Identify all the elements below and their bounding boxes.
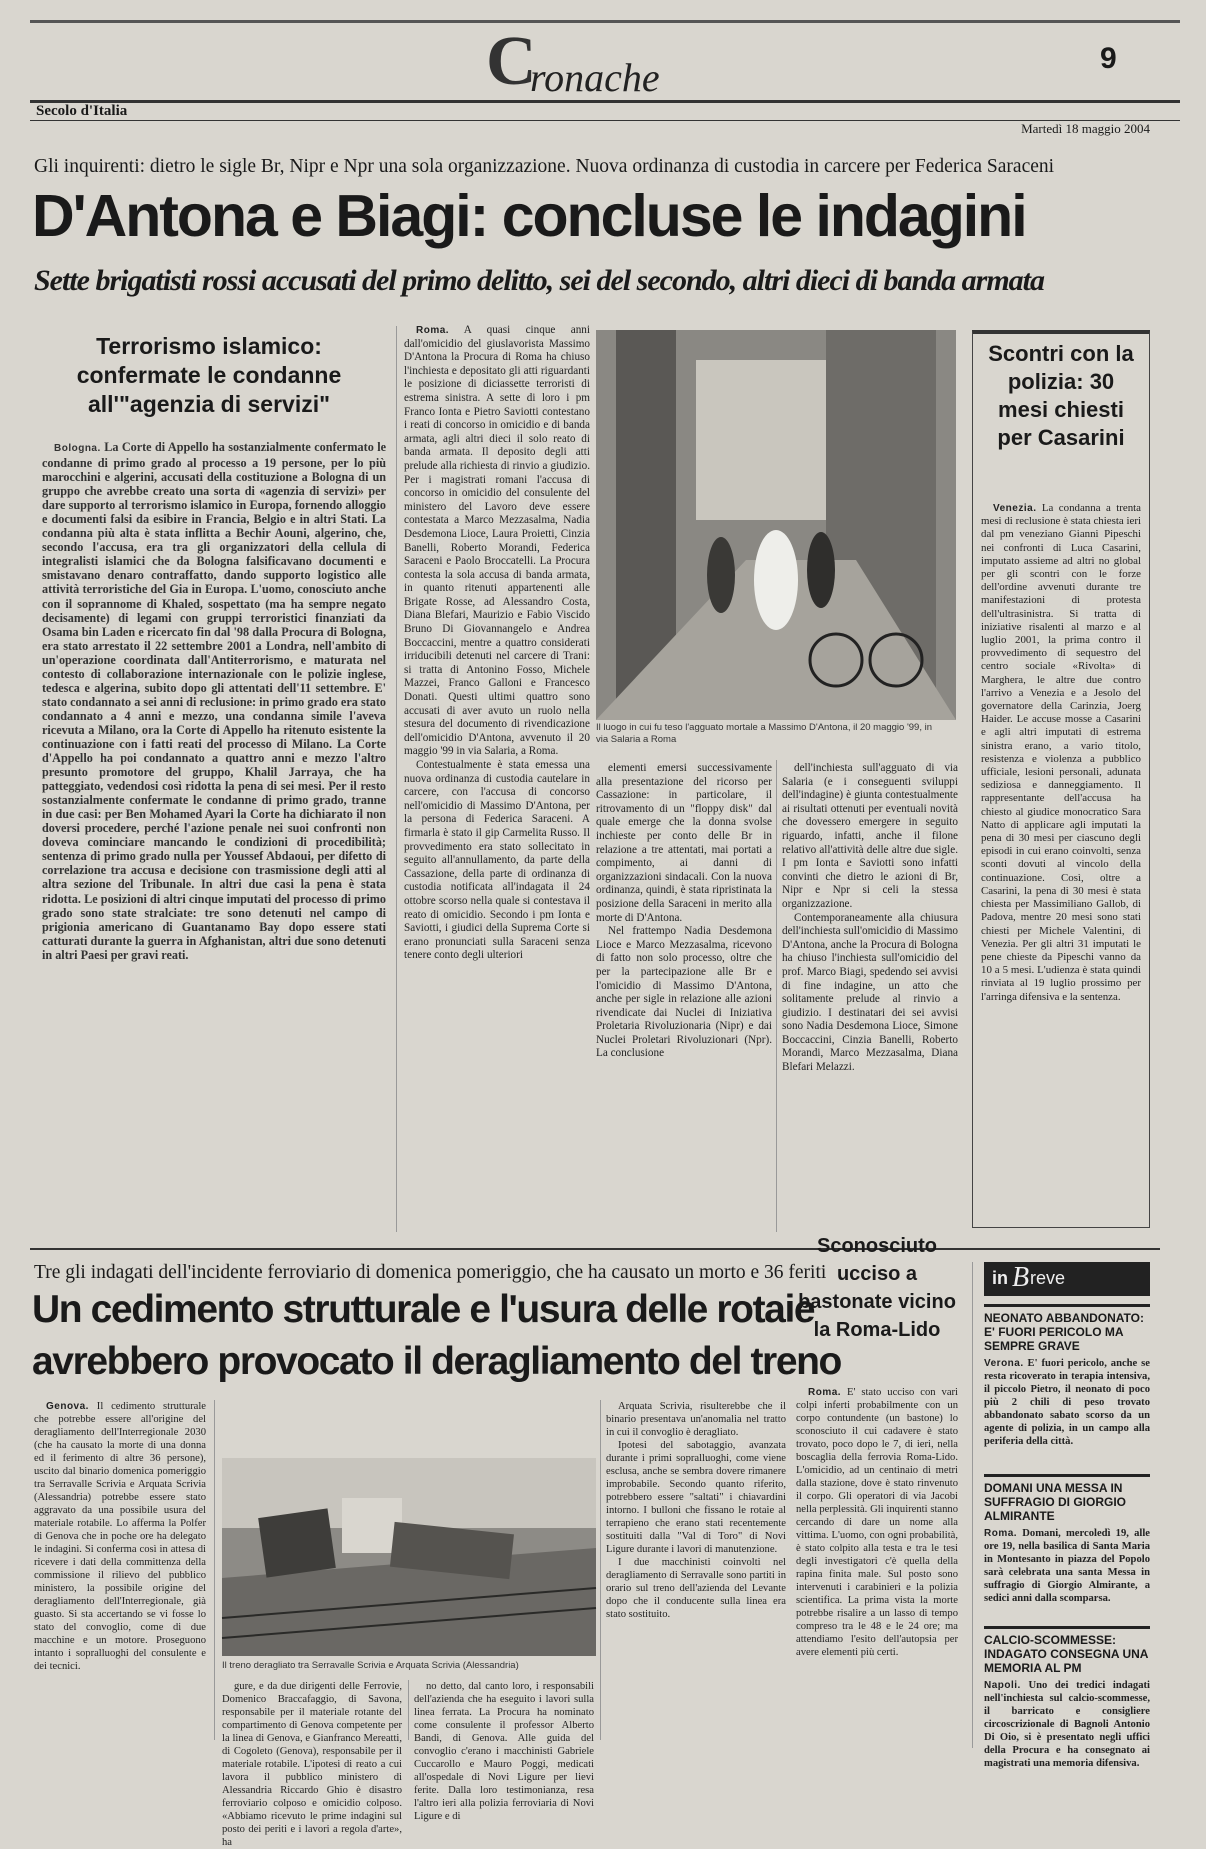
inbreve-item-place: Verona. (984, 1358, 1024, 1369)
inbreve-item (984, 1474, 1150, 1624)
casarini-place: Venezia. (993, 503, 1037, 514)
mid-article-place: Roma. (416, 325, 450, 336)
mid-article-text: A quasi cinque anni dall'omicidio del giuslavorista Massimo D'Antona la Procura di Roma ha chiuso l'inchiesta e depositato gli atti riguardanti le posizione di diciassette terroristi di estrema sinistra. A sette di loro i pm Franco Ionta e Pietro Saviotti contestano i reati di concorso in omicidio e di banda armata, agli altri dieci il solo reato di banda armata. Il deposito degli atti prelude alla richiesta di rinvio a giudizio. Per i magistrati romani l'accusa di concorso in omicidio del consulente del ministero del Lavoro deve essere contestata a Marco Mezzasalma, Nadia Desdemona Lioce, Laura Proietti, Cinzia Banelli, Roberto Morandi, Federica Saraceni e Paolo Broccatelli. La Procura contesta la sola accusa di banda armata, in quanto ritenuti appartenenti alle Brigate Rosse, ad Alessandro Costa, Diana Blefari, Maurizio e Fabio Viscido Bruno Di Giovannangelo e Andrea Boccaccini, mentre a quattro considerati irriducibili detenuti nel carcere di Trani: si tratta di Antonino Fosso, Michele Mazzei, Franco Galloni e Francesco Donati. Questi ultimi quattro sono accusati di aver avuto un ruolo nella stesura del documento di rivendicazione dell'omicidio D'Antona, avvenuto il 20 maggio '99 in via Salaria, a Roma. (404, 324, 590, 758)
paper-name: Secolo d'Italia (36, 103, 128, 119)
inbreve-item-place: Roma. (984, 1528, 1018, 1539)
train-photo-caption: Il treno deragliato tra Serravalle Scrivia e Arquata Scrivia (Alessandria) (222, 1660, 519, 1671)
top-col3-text: elementi emersi successivamente alla presentazione del ricorso per Cassazione: in particolare, il ritrovamento di un "floppy disk" dal quale emerge che la donna svolse inchieste per conto delle Br in relazione a tre attentati, mai portati a compimento, ai danni di organizzazioni sindacali. Con la nuova ordinanza, quindi, è stata ripristinata la posizione della Saraceni in merito alla morte di D'Antona. (596, 762, 772, 924)
casarini-title: Scontri con la polizia: 30 mesi chiesti per Casarini (988, 341, 1134, 450)
inbreve-logo (984, 1262, 1150, 1296)
bottom-col4-text-3: I due macchinisti coinvolti nel deragliamento di Serravalle sono partiti in orario sul treno dell'azienda del Levante dopo che il conducente sulla linea era stato sostituito. (606, 1557, 786, 1620)
bottom-col4-text: Arquata Scrivia, risulterebbe che il binario presentava un'anomalia nel tratto in cui il convoglio è deragliato. (606, 1401, 786, 1438)
top-col3-body (596, 762, 772, 1232)
top-col4-body (782, 762, 958, 1232)
bottom-col2-body (222, 1680, 402, 1848)
section-initial: C (486, 23, 537, 100)
train-photo (222, 1458, 596, 1656)
inbreve-item (984, 1304, 1150, 1468)
inbreve-logo-rest: reve (1030, 1268, 1066, 1288)
inbreve-item-place: Napoli. (984, 1680, 1021, 1691)
inbreve-item-body (984, 1357, 1150, 1448)
bottom-col1-text: Il cedimento strutturale che potrebbe essere all'origine del deragliamento dell'Interregionale 2030 (che ha causato la morte di una donna ed il ferimento di altre 36 persone), uscito dal binario domenica pomeriggio tra Serravalle Scrivia e Arquata Scrivia (Alessandria) potrebbe essere stato aggravato da una possibile usura del materiale rotabile. Lo afferma la Polfer di Genova che in poche ore ha delegato le indagini. Si conferma così in attesa di ricevere i dati della committenza della commissione il rilievo del pubblico ministero, la possibile origine del deragliamento dell'Interregionale, già guasto. Si sta accertando se vi fosse lo stato del convoglio, come di due macchine e un motore. Proseguono intanto i sopralluoghi del consulente e dei tecnici. (34, 1401, 206, 1672)
inbreve-item (984, 1626, 1150, 1769)
bottom-kicker: Tre gli indagati dell'incidente ferroviario di domenica pomeriggio, che ha causato un morto e 36 feriti (34, 1262, 827, 1283)
roma-lido-body (796, 1386, 958, 1740)
inbreve-item-text: Uno dei tredici indagati nell'inchiesta sul calcio-scommesse, il barricato e consigliere circoscrizionale di Bagnoli Antonio Di Oio, si è presentato negli uffici della Procura e ha consegnato ai magistrati una memoria difensiva. (984, 1680, 1150, 1769)
roma-lido-place: Roma. (808, 1387, 842, 1398)
left-article-place: Bologna. (54, 443, 101, 454)
issue-date: Martedì 18 maggio 2004 (1021, 121, 1150, 136)
casarini-body (981, 502, 1141, 1224)
inbreve-item-body (984, 1679, 1150, 1770)
section-title (486, 23, 746, 106)
roma-lido-heading: Sconosciuto ucciso a bastonate vicino la Roma-Lido (798, 1235, 956, 1341)
top-col4-text: dell'inchiesta sull'agguato di via Salaria (e i conseguenti sviluppi dell'indagine) è giunta contestualmente ai risultati ottenuti per eventuali novità che dovessero emergere in seguito riguardo, infatti, anche il filone relativo all'attività delle altre due sigle. I pm Ionta e Saviotti sono infatti convinti che dietro le azioni di Br, Nipr e Npr si celi la stessa organizzazione. (782, 762, 958, 910)
top-col4-text-2: Contemporaneamente alla chiusura dell'inchiesta sull'omicidio di Massimo D'Antona, anche la Procura di Bologna ha chiuso l'inchiesta sull'omicidio del prof. Marco Biagi, spedendo sei avvisi di fine indagine, un atto che solitamente prelude al rinvio a giudizio. I destinatari dei sei avvisi sono Nadia Desdemona Lioce, Simone Boccaccini, Cinzia Banelli, Roberto Morandi, Marco Mezzasalma, Diana Blefari Melazzi. (782, 911, 958, 1074)
inbreve-item-title: CALCIO-SCOMMESSE: INDAGATO CONSEGNA UNA MEMORIA AL PM (984, 1633, 1149, 1675)
casarini-text: La condanna a trenta mesi di reclusione è stata chiesta ieri dal pm veneziano Gianni Pipeschi nei confronti di Luca Casarini, imputato assieme ad altri no global per gli scontri con le forze dell'ordine avvenuti durante tre manifestazioni di protesta dell'ultrasinistra. Si tratta di iniziative risalenti al marzo e al luglio 2001, la prima contro il provvedimento di sequestro del centro sociale «Rivolta» di Marghera, le altre due contro l'arrivo a Venezia e a Jesolo del governatore della Carinzia, Joerg Haider. Le accuse mosse a Casarini e agli altri imputati di estrema sinistra erano, a vario titolo, resistenza e violenza a pubblico ufficiale, lesioni personali, adunata sediziosa e danneggiamento. Il rappresentante dell'accusa ha chiesto al giudice monocratico Sara Natto di applicare agli imputati la pena di 30 mesi per ciascuno degli episodi in cui erano coinvolti, senza sconti dovuti al vincolo della continuazione. Così, oltre a Casarini, la pena di 30 mesi è stata chiesta per Massimiliano Gallob, di Padova, mentre 20 mesi sono stati chiesti per Michele Valentini, di Venezia. Per gli altri 31 imputati le pene chieste da Pipeschi vanno da 10 a 5 mesi. L'udienza è stata quindi rinviata al 19 luglio prossimo per l'arringa difensiva e la sentenza. (981, 502, 1141, 1003)
top-col3-text-2: Nel frattempo Nadia Desdemona Lioce e Marco Mezzasalma, ricevono di fatto non solo processo, oltre che per la partecipazione alle Br e l'omicidio di Massimo D'Antona, anche per sigle in relazione alle azioni rivendicate dai Nuclei di Iniziativa Proletaria Rivoluzionaria (Nipr) e dai Nuclei Proletari Rivoluzionari (Npr). La conclusione (596, 925, 772, 1060)
left-article-title: Terrorismo islamico: confermate le condanne all'"agenzia di servizi" (76, 333, 342, 417)
page-number: 9 (1100, 42, 1117, 75)
top-kicker: Gli inquirenti: dietro le sigle Br, Nipr e Npr una sola organizzazione. Nuova ordinanza di custodia in carcere per Federica Saraceni (34, 156, 1055, 177)
train-scene-graphic (222, 1458, 596, 1656)
inbreve-item-body (984, 1527, 1150, 1605)
bottom-col1-body (34, 1400, 206, 1740)
dantona-photo (596, 330, 956, 720)
bottom-col3-text: no detto, dal canto loro, i responsabili dell'azienda che ha eseguito i lavori sulla linea ferrata. La Procura ha nominato come consulente il professor Alberto Bandi, di Genova. Alle guida del convoglio c'erano i macchinisti Gabriele Cuccarollo e Mauro Poggi, medicati all'ospedale di Novi Ligure per lievi ferite. Dalla loro testimonianza, resa l'altro ieri alla polizia ferroviaria di Novi Ligure e di (414, 1681, 594, 1822)
left-article-text: La Corte di Appello ha sostanzialmente confermato le condanne di primo grado al processo a 19 persone, per lo più marocchini e algerini, accusati della costituzione a Bologna di un gruppo che avrebbe creato una sorta di «agenzia di servizi» per dare supporto al terrorismo islamico in Europa, fornendo alloggio e documenti falsi da esibire in Francia, Belgio e in altri Stati. La condanna più alta è stata inflitta a Bechir Aouni, algerino, che, secondo l'accusa, era tra gli organizzatori della cellula di integralisti islamici che da Bologna falsificavano documenti e smistavano denaro contraffatto, dando supporto logistico alle attività terroristiche del Gia in Europa. L'uomo, conosciuto anche con il soprannome di Khaled, sospettato (ma ha sempre negato decisamente) di legami con gruppi terroristici finanziati da Osama bin Laden e ricercato fin dal '98 dalla Procura di Bologna, era stato arrestato il 22 settembre 2001 a Londra, nell'ambito di un'operazione coordinata dall'Antiterrorismo, e maturata nel contesto di collaborazione internazionale con le polizie inglese, tedesca e algerina, subito dopo gli attentati dell'11 settembre. E' stato condannato a sei anni di reclusione: in primo grado era stato condannato a 4 anni e mezzo, una condanna simile l'aveva ricevuta a Milano, ora la Corte di Appello ha ritenuto esistente la continuazione con i fatti reati del processo di Milano. La Corte d'Appello ha poi condannato a quattro anni e mezzo l'altro presunto promotore del gruppo, Khalil Jarraya, che ha patteggiato, vedendosi così ridotta la pena di sei mesi. Per il resto sostanzialmente confermate le condanne di primo grado, tranne in due casi: per Ben Mohamed Ayari la Corte ha dichiarato il non doversi procedere, perché l'azione penale nei suoi confronti non doveva cominciare mancando le condizioni di procedibilità; sentenza di primo grado nulla per Youssef Abdaoui, per difetto di correlazione tra accusa e decisione con trasmissione degli atti al altra sezione del Tribunale. In altri due casi la pena è stata ridotta. Le posizioni di altri cinque imputati del processo di primo grado sono state stralciate: tre sono detenuti nel campo di prigionia americano di Guantanamo Bay dopo essere stati catturati durante la guerra in Afghanistan, altri due sono detenuti in altri Paesi per gravi reati. (42, 440, 386, 962)
inbreve-item-text: E' fuori pericolo, anche se resta ricoverato in terapia intensiva, il piccolo Pietro, il neonato di poco più 2 chili di peso trovato abbandonato sabato scorso da un agente di polizia, in un campo alla periferia della città. (984, 1358, 1150, 1447)
casarini-box (972, 330, 1150, 1228)
inbreve-item-title: DOMANI UNA MESSA IN SUFFRAGIO DI GIORGIO ALMIRANTE (984, 1481, 1127, 1523)
left-article-body (42, 440, 386, 1220)
inbreve-item-text: Domani, mercoledì 19, alle ore 19, nella basilica di Santa Maria in Montesanto in piazza del Popolo sarà celebrata una santa Messa in suffragio di Giorgio Almirante, a sedici anni dalla scomparsa. (984, 1528, 1150, 1604)
dantona-photo-caption: Il luogo in cui fu teso l'agguato mortale a Massimo D'Antona, il 20 maggio '99, in via Salaria a Roma (596, 722, 933, 745)
bottom-place: Genova. (46, 1401, 89, 1412)
bottom-col4-text-2: Ipotesi del sabotaggio, avanzata durante i primi sopralluoghi, come viene esclusa, anche se sembra dovere rimanere improbabile. Secondo quanto riferito, potrebbero essere "saltati" i chiavardini intorno. I bulloni che fissano le rotaie al terrapieno che erano stati recentemente sostituiti dalla "Val di Toro" di Novi Ligure durante i lavori di manutenzione. (606, 1440, 786, 1555)
bottom-col2-text: gure, e da due dirigenti delle Ferrovie, Domenico Braccafaggio, di Savona, responsabile per il materiale rotante del compartimento di Genova competente per la linea di Genova, e Gianfranco Mereatti, di Cogoleto (Genova), responsabile per il materiale rotabile. L'ipotesi di reato a cui lavora il pubblico ministero di Alessandria Riccardo Ghio è disastro ferroviario colposo e omicidio colposo. «Abbiamo ricevuto le prime indagini sul posto dei periti e i lavori a regola d'arte», ha (222, 1681, 402, 1848)
roma-lido-text: E' stato ucciso con vari colpi inferti probabilmente con un corpo contundente (un bastone) lo sconosciuto il cui cadavere è stato trovato, poco dopo le 7, di ieri, nella boscaglia della ferrovia Roma-Lido. L'omicidio, ad un centinaio di metri dalla stazione, dove è stato rinvenuto il corpo. Gli operatori di via Jacobi nella perplessità. Gli inquirenti stanno cercando di dare un nome alla vittima. L'uomo, con ogni probabilità, è stato colpito alla testa e tra le tesi degli investigatori c'è quella della rapina finita male. Sul posto sono intervenuti i carabinieri e la polizia scientifica. La prima vista la morte potrebbe risalire a un lasso di tempo compreso tra le 48 e le 24 ore; ma attendiamo l'esito dell'autopsia per avere elementi più certi. (796, 1387, 958, 1658)
mid-article-text-2: Contestualmente è stata emessa una nuova ordinanza di custodia cautelare in carcere, con l'accusa di concorso nell'omicidio di Massimo D'Antona, per la persona di Federica Saraceni. A firmarla è stato il gip Carmelita Russo. Il provvedimento era stato sollecitato in seguito all'annullamento, da parte della Cassazione, della parte di ordinanza di custodia notificata all'indagata il 24 ottobre scorso nella quale si contestava il reato di omicidio. Secondo i pm Ionta e Saviotti, i giudici della Suprema Corte si erano pronunciati sulla Saraceni senza tenere conto degli ulteriori (404, 759, 590, 962)
bottom-col4-body (606, 1400, 786, 1740)
bottom-headline-1: Un cedimento strutturale e l'usura delle rotaie (32, 1288, 815, 1331)
inbreve-logo-b: B (1012, 1262, 1030, 1293)
mid-article-body (404, 324, 590, 1232)
bottom-col3-body (414, 1680, 594, 1822)
street-scene-graphic (596, 330, 956, 720)
inbreve-logo-in: in (992, 1268, 1008, 1288)
section-name: ronache (530, 55, 660, 100)
top-headline: D'Antona e Biagi: concluse le indagini (32, 183, 1026, 249)
top-subtitle: Sette brigatisti rossi accusati del primo delitto, sei del secondo, altri dieci di banda armata (34, 264, 1044, 297)
bottom-headline-2: avrebbero provocato il deragliamento del treno (32, 1340, 841, 1383)
inbreve-item-title: NEONATO ABBANDONATO: E' FUORI PERICOLO MA SEMPRE GRAVE (984, 1311, 1144, 1353)
